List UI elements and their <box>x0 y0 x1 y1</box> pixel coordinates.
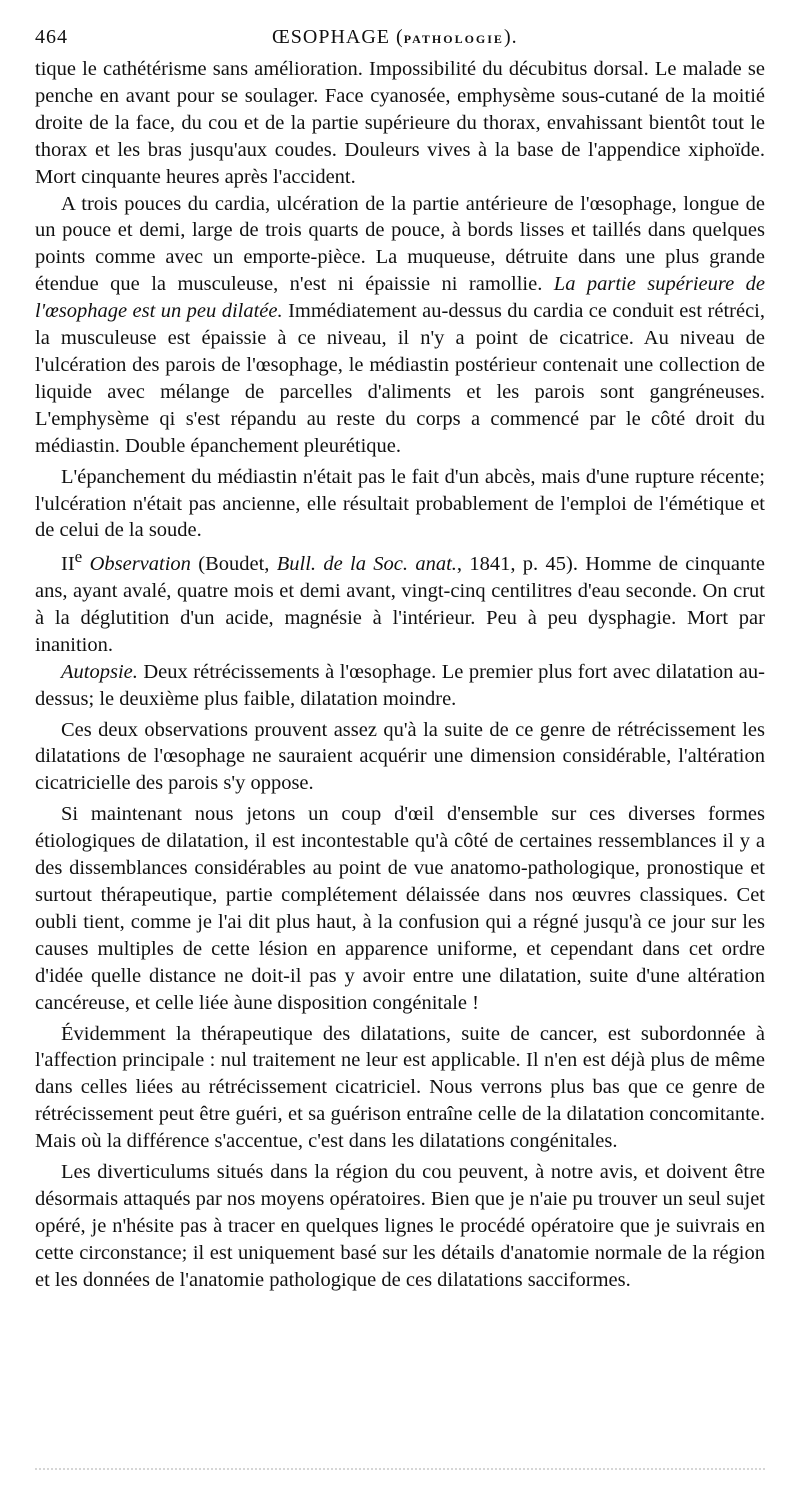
observation-number-suffix: e <box>74 547 83 567</box>
footer-rule <box>35 1462 765 1470</box>
paragraph-interpretation: L'épanchement du médiastin n'était pas le fait d'un abcès, mais d'une rupture récente; l'ulcération n'était pas ancienne, elle résultait probablement de l'emploi de l'émétique et de celui de la soude. <box>35 465 765 542</box>
running-title-main: ŒSOPHAGE <box>272 26 391 48</box>
paragraph-autopsie <box>35 659 765 713</box>
paragraph-text: Immédiatement au-dessus du cardia ce conduit est rétréci, la musculeuse est épaissie à ce niveau, il n'y a point de cicatrice. Au niveau de l'ulcération des parois de l'œsophage, le médiastin postérieur contenait une collection de liquide avec mélange de parcelles d'aliments et les parois sont gangréneuses. L'emphysème qi s'est répandu au reste du corps a commencé par le côté droit du médiastin. Double épanchement pleurétique. <box>35 300 765 457</box>
paragraph-overview: Si maintenant nous jetons un coup d'œil d'ensemble sur ces diverses formes étiologiques de dilatation, il est incontestable qu'à côté de certaines ressemblances il y a des dissemblances considérables au point de vue anatomo-pathologique, pronostique et surtout thérapeutique, partie complétement délaissée dans nos œuvres classiques. Cet oubli tient, comme je l'ai dit plus haut, à la confusion qui a régné jusqu'à ce jour sur les causes multiples de cette lésion en apparence uniforme, et cependant dans cet ordre d'idée quelle distance ne doit-il pas y avoir entre une dilatation, suite d'une altération cancéreuse, et celle liée àune disposition congénitale ! <box>35 803 765 1014</box>
paragraph-emphasis: La partie supérieure de l'œsophage est un peu dilatée. <box>35 273 765 323</box>
paragraph-continuation: tique le cathétérisme sans amélioration. Impossibilité du décubitus dorsal. Le malade se penche en avant pour se soulager. Face cyanosée, emphysème sous-cutané de la moitié droite de la face, du cou et de la partie supérieure du thorax, envahissant bientôt tout le thorax et les bras jusqu'aux coudes. Douleurs vives à la base de l'appendice xiphoïde. Mort cinquante heures après l'accident. <box>35 58 765 188</box>
paragraph-autopsy-findings <box>35 191 765 460</box>
paragraph-text: Deux rétrécissements à l'œsophage. Le premier plus fort avec dilatation au-dessus; le deuxième plus faible, dilatation moindre. <box>35 660 765 710</box>
paragraph-second-observation <box>35 544 765 658</box>
body-text <box>35 56 765 1294</box>
running-title-close-paren: ). <box>503 26 518 48</box>
paragraph-conclusion: Ces deux observations prouvent assez qu'à la suite de ce genre de rétrécissement les dilatations de l'œsophage ne sauraient acquérir une dimension considérable, l'altération cicatricielle des parois s'y oppose. <box>35 718 765 795</box>
autopsy-heading: Autopsie. <box>61 660 138 683</box>
document-page <box>35 26 765 1294</box>
paragraph-diverticulums: Les diverticulums situés dans la région du cou peuvent, à notre avis, et doivent être désormais attaqués par nos moyens opératoires. Bien que je n'aie pu trouver un seul sujet opéré, je n'hésite pas à tracer en quelques lignes le procédé opératoire que je suivrais en cette circonstance; il est uniquement basé sur les détails d'anatomie normale de la région et les données de l'anatomie pathologique de ces dilatations sacciformes. <box>35 1161 765 1291</box>
observation-number: II <box>61 553 75 576</box>
running-title-sub: PATHOLOGIE <box>403 32 504 46</box>
citation-journal: Bull. de la Soc. anat. <box>276 553 457 576</box>
page-number: 464 <box>35 26 68 48</box>
paragraph-therapeutics: Évidemment la thérapeutique des dilatations, suite de cancer, est subordonnée à l'affection principale : nul traitement ne leur est applicable. Il n'en est déjà plus de même dans celles liées au rétrécissement cicatriciel. Nous verrons plus bas que ce genre de rétrécissement peut être guéri, et sa guérison entraîne celle de la dilatation concomitante. Mais où la différence s'accentue, c'est dans les dilatations congénitales. <box>35 1022 765 1153</box>
observation-heading: Observation <box>89 553 191 576</box>
running-header <box>35 26 765 56</box>
running-title-open-paren: ( <box>396 26 404 48</box>
running-title <box>272 26 518 49</box>
paragraph-text: , 1841, p. 45). Homme de cinquante ans, ayant avalé, quatre mois et demi avant, vingt-cinq centilitres d'eau seconde. On crut à la déglutition d'un acide, magnésie à l'intérieur. Peu à peu dysphagie. Mort par inanition. <box>35 553 765 656</box>
paragraph-text: (Boudet, <box>190 553 277 576</box>
paragraph-text: A trois pouces du cardia, ulcération de la partie antérieure de l'œsophage, longue de un pouce et demi, large de trois quarts de pouce, à bords lisses et taillés dans quelques points comme avec un emporte-pièce. La muqueuse, détruite dans une plus grande étendue que la musculeuse, n'est ni épaissie ni ramollie. <box>35 192 765 296</box>
